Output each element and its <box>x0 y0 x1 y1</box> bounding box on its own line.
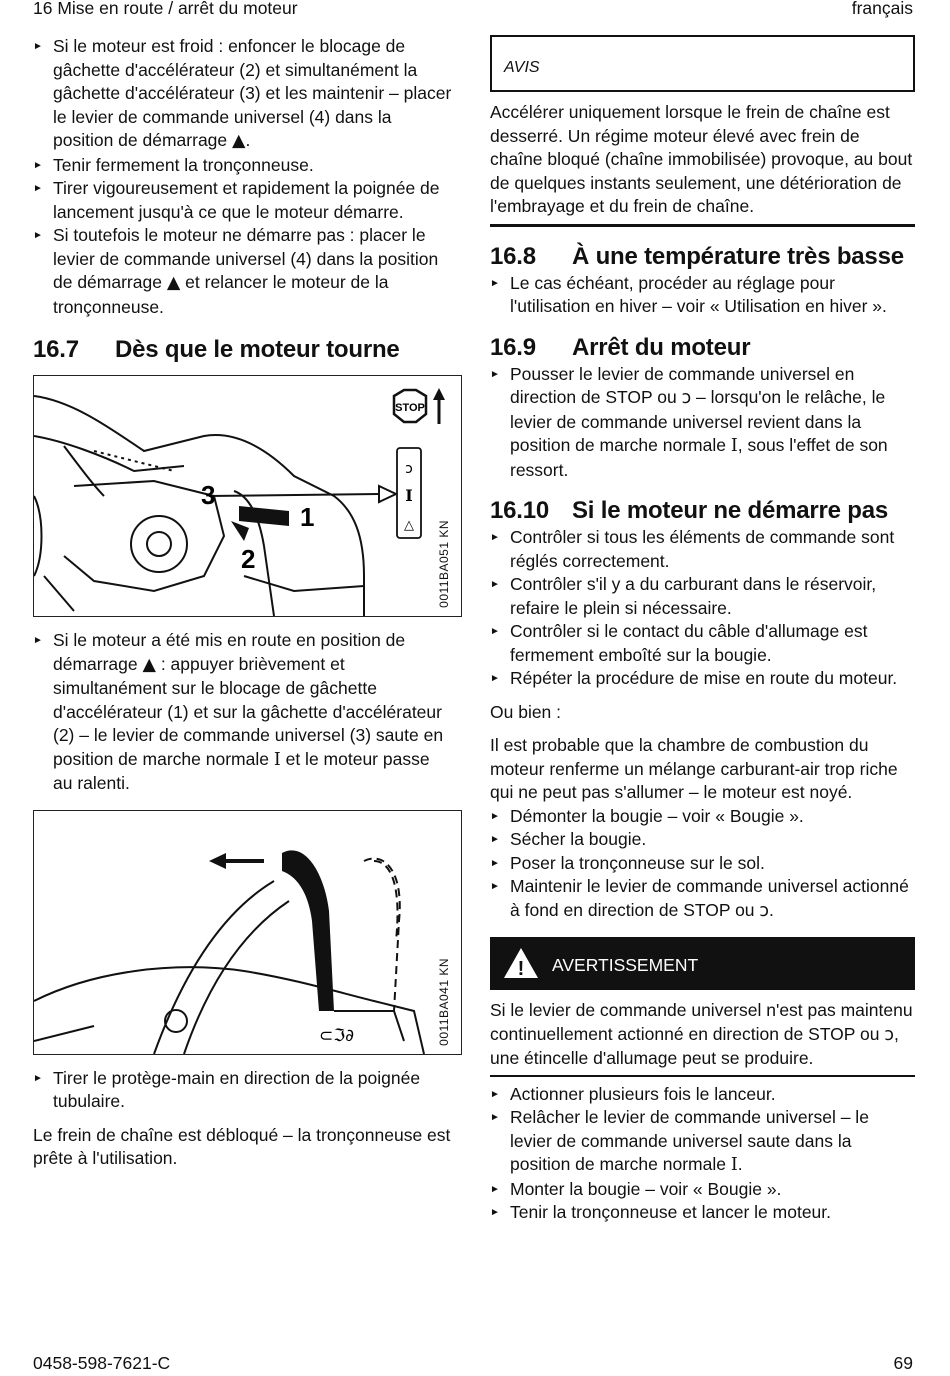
list-item: ► Répéter la procédure de mise en route du moteur. <box>490 667 915 691</box>
choke-symbol: ↄ <box>681 388 692 408</box>
page-header-language: français <box>851 0 913 18</box>
figure-throttle-controls <box>33 375 462 617</box>
list-item: ► Contrôler s'il y a du carburant dans le réservoir, refaire le plein si nécessaire. <box>490 574 877 618</box>
bullet-arrow-icon: ► <box>490 1183 500 1195</box>
list-item: ► Si le moteur est froid : enfoncer le blocage de gâchette d'accélérateur (2) et simultanément la gâchette d'accélérateur (3) et les maintenir – placer le levier de commande universel (4) dans la position de démarrage ▲. <box>33 36 452 151</box>
list-item: ► Poser la tronçonneuse sur le sol. <box>490 852 915 876</box>
warning-icon-glyph: ! <box>517 958 525 980</box>
section-heading-16-8: 16.8 À une température très basse <box>490 242 904 270</box>
section-16-9-list <box>490 363 915 483</box>
list-item: ► Contrôler si le contact du câble d'allumage est fermement emboîté sur la bougie. <box>490 621 868 665</box>
start-position-symbol: ▲ <box>166 273 181 293</box>
warning-text: Si le levier de commande universel n'est pas maintenu continuellement actionné en direction de STOP ou ↄ, une étincelle d'allumage peut se produire. <box>490 1000 913 1068</box>
bullet-arrow-icon: ► <box>490 881 500 892</box>
choke-symbol: ↄ <box>884 1024 894 1045</box>
chainsaw-handle-illustration <box>34 376 461 616</box>
callout-2: 2 <box>241 544 256 574</box>
restart-list <box>490 1083 915 1225</box>
bullet-arrow-icon: ► <box>490 1088 500 1100</box>
bullet-arrow-icon: ► <box>33 230 43 241</box>
chain-brake-symbol: ⊂ℑ∂ <box>319 1025 354 1046</box>
section-heading-16-7: 16.7 Dès que le moteur tourne <box>33 336 400 363</box>
notice-end-rule <box>490 224 915 227</box>
paragraph: Ou bien : <box>490 701 562 722</box>
list-item: ► Tenir fermement la tronçonneuse. <box>33 154 453 178</box>
bullet-arrow-icon: ► <box>33 41 43 52</box>
flooded-engine-list <box>490 805 915 924</box>
start-symbol: △ <box>404 518 414 533</box>
figure-code: 0011BA051 KN <box>436 520 451 608</box>
stop-text: STOP <box>605 387 653 407</box>
right-column <box>490 35 915 1225</box>
bullet-arrow-icon: ► <box>33 635 43 646</box>
bullet-arrow-icon: ► <box>490 673 500 684</box>
notice-text: Accélérer uniquement lorsque le frein de chaîne est desserré. Un régime moteur élevé avec frein de chaîne bloqué (chaîne immobilisée) provoque, au bout de quelques instants seulement, une détérioration de l'embrayage et du frein de chaîne. <box>490 102 913 216</box>
section-heading-16-10: 16.10 Si le moteur ne démarre pas <box>490 497 889 524</box>
bullet-arrow-icon: ► <box>490 532 500 543</box>
fig1-bullet-list <box>33 629 453 796</box>
section-16-10-list <box>490 526 915 691</box>
run-symbol: I <box>405 486 413 505</box>
figure-code: 0011BA041 KN <box>436 957 451 1046</box>
list-item: ► Le cas échéant, procéder au réglage pour l'utilisation en hiver – voir « Utilisation en hiver ». <box>490 272 887 316</box>
warning-bar <box>490 937 915 990</box>
bullet-arrow-icon: ► <box>33 159 43 171</box>
list-item: ► Sécher la bougie. <box>490 828 915 852</box>
list-item: ► Maintenir le levier de commande universel actionné à fond en direction de STOP ou ↄ. <box>490 876 909 921</box>
list-item: ► Contrôler si tous les éléments de commande sont réglés correctement. <box>490 527 895 571</box>
bullet-arrow-icon: ► <box>490 810 500 822</box>
run-position-symbol: I <box>730 436 738 456</box>
choke-symbol: ↄ <box>759 900 770 921</box>
bullet-arrow-icon: ► <box>490 857 500 869</box>
bullet-arrow-icon: ► <box>490 1112 500 1123</box>
warning-label: AVERTISSEMENT <box>552 955 699 975</box>
run-position-symbol: I <box>273 749 281 770</box>
run-position-symbol: I <box>730 1155 738 1175</box>
list-item: ► Actionner plusieurs fois le lanceur. <box>490 1083 915 1107</box>
stop-sign-label: STOP <box>395 402 425 414</box>
fig2-bullet-list <box>33 1067 453 1114</box>
warning-triangle-icon <box>502 946 540 980</box>
bullet-arrow-icon: ► <box>33 183 43 194</box>
paragraph: Le frein de chaîne est débloqué – la tronçonneuse est prête à l'utilisation. <box>33 1124 451 1168</box>
bullet-arrow-icon: ► <box>490 626 500 637</box>
stop-text: STOP <box>683 899 731 920</box>
left-column <box>33 35 453 1171</box>
list-item: ► Tirer vigoureusement et rapidement la poignée de lancement jusqu'à ce que le moteur démarre. <box>33 178 440 222</box>
callout-1: 1 <box>300 502 315 532</box>
warning-end-rule <box>490 1075 915 1077</box>
notice-label: AVIS <box>504 59 540 76</box>
stop-text: STOP <box>808 1023 856 1044</box>
bullet-arrow-icon: ► <box>490 579 500 590</box>
figure-chain-brake <box>33 810 462 1055</box>
list-item: ► Tirer le protège-main en direction de la poignée tubulaire. <box>33 1067 421 1111</box>
start-position-symbol: ▲ <box>142 654 156 675</box>
bullet-arrow-icon: ► <box>33 1072 43 1084</box>
start-position-symbol: ▲ <box>232 131 246 151</box>
page-number: 69 <box>893 1353 913 1373</box>
list-item: ► Si le moteur a été mis en route en position de démarrage ▲ : appuyer brièvement et simultanément sur le blocage de gâchette d'accélérateur (1) et sur la gâchette d'accélérateur (2) – le levier de commande universel (3) saute en position de marche normale I et le moteur passe au ralenti. <box>33 630 444 793</box>
notice-box <box>490 35 915 92</box>
section-heading-16-9: 16.9 Arrêt du moteur <box>490 333 751 361</box>
bullet-arrow-icon: ► <box>490 277 500 289</box>
document-number: 0458-598-7621-C <box>33 1353 171 1373</box>
choke-symbol: ↄ <box>405 461 413 477</box>
list-item: ► Relâcher le levier de commande universel – le levier de commande universel saute dans la position de marche normale I. <box>490 1107 869 1175</box>
list-item: ► Démonter la bougie – voir « Bougie ». <box>490 805 915 829</box>
bullet-arrow-icon: ► <box>490 834 500 845</box>
callout-3: 3 <box>201 480 216 510</box>
hand-guard-illustration <box>34 811 461 1054</box>
intro-bullet-list <box>33 35 453 319</box>
list-item: ► Pousser le levier de commande universel en direction de STOP ou ↄ – lorsqu'on le relâche, le levier de commande universel revient dans la position de marche normale I, sous l'effet de son ressort. <box>490 363 888 480</box>
bullet-arrow-icon: ► <box>490 368 500 380</box>
paragraph: Il est probable que la chambre de combustion du moteur renferme un mélange carburant-air trop riche qui ne peut pas s'allumer – le moteur est noyé. <box>490 735 898 802</box>
page-header-left: 16 Mise en route / arrêt du moteur <box>33 0 298 18</box>
bullet-arrow-icon: ► <box>490 1207 500 1218</box>
list-item: ► Si toutefois le moteur ne démarre pas : placer le levier de commande universel (4) dans la position de démarrage ▲ et relancer le moteur de la tronçonneuse. <box>33 225 439 317</box>
section-16-8-list <box>490 272 915 319</box>
list-item: ► Monter la bougie – voir « Bougie ». <box>490 1178 915 1202</box>
list-item: ► Tenir la tronçonneuse et lancer le moteur. <box>490 1201 915 1225</box>
